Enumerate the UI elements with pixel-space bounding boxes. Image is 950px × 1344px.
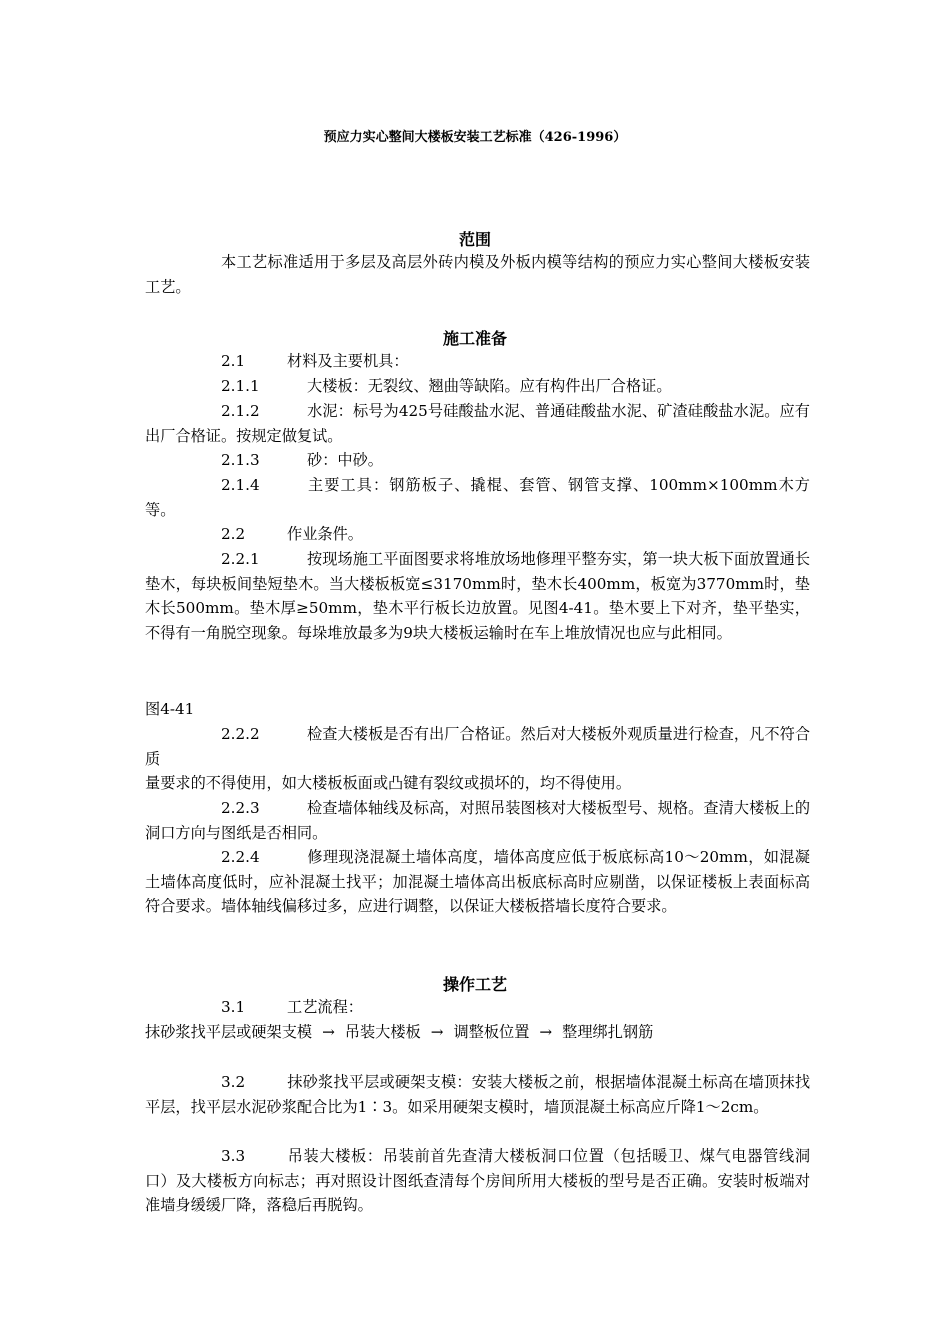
para-2-2-4 bbox=[145, 845, 810, 919]
para-text: 工艺流程： bbox=[287, 998, 363, 1016]
para-text: 水泥：标号为425号硅酸盐水泥、普通硅酸盐水泥、矿渣硅酸盐水泥。应有出厂合格证。按规定做复试。 bbox=[145, 402, 810, 445]
para-number: 3.3 bbox=[221, 1147, 246, 1165]
heading-preparation: 施工准备 bbox=[442, 329, 507, 348]
scope-paragraph: 本工艺标准适用于多层及高层外砖内模及外板内模等结构的预应力实心整间大楼板安装工艺。 bbox=[145, 253, 810, 296]
para-2-1 bbox=[145, 349, 810, 374]
para-number: 3.2 bbox=[221, 1073, 246, 1091]
para-2-2-1 bbox=[145, 547, 810, 645]
para-3-3 bbox=[145, 1144, 810, 1218]
flow-step: 抹砂浆找平层或硬架支模 bbox=[145, 1023, 313, 1041]
para-text: 按现场施工平面图要求将堆放场地修理平整夯实，第一块大板下面放置通长垫木，每块板间垫短垫木。当大楼板板宽≤3170mm时，垫木长400mm，板宽为3770mm时，垫木长500mm。垫木厚≥50mm，垫木平行板长边放置。见图4-41。垫木要上下对齐，垫平垫实，不得有一角脱空现象。每垛堆放最多为9块大楼板运输时在车上堆放情况也应与此相同。 bbox=[145, 550, 810, 642]
para-2-2-3 bbox=[145, 796, 810, 845]
para-2-1-2 bbox=[145, 399, 810, 448]
arrow-right-icon: → bbox=[322, 1023, 335, 1041]
para-2-2 bbox=[145, 522, 810, 547]
process-flow bbox=[145, 1020, 810, 1045]
para-text: 大楼板：无裂纹、翘曲等缺陷。应有构件出厂合格证。 bbox=[307, 377, 672, 395]
para-text: 砂：中砂。 bbox=[307, 451, 383, 469]
para-number: 2.1.3 bbox=[221, 451, 260, 469]
document-title: 预应力实心整间大楼板安装工艺标准（426-1996） bbox=[323, 130, 627, 145]
para-text: 检查墙体轴线及标高，对照吊装图核对大楼板型号、规格。查清大楼板上的洞口方向与图纸是否相同。 bbox=[145, 799, 810, 842]
para-number: 2.1.2 bbox=[221, 402, 260, 420]
para-text: 材料及主要机具： bbox=[287, 352, 409, 370]
heading-operations: 操作工艺 bbox=[442, 975, 507, 994]
para-text: 抹砂浆找平层或硬架支模：安装大楼板之前，根据墙体混凝土标高在墙顶抹找平层，找平层水泥砂浆配合比为1∶3。如采用硬架支模时，墙顶混凝土标高应斤降1～2cm。 bbox=[145, 1073, 810, 1116]
para-number: 2.1 bbox=[221, 352, 246, 370]
para-number: 3.1 bbox=[221, 998, 246, 1016]
para-number: 2.1.4 bbox=[221, 476, 260, 494]
para-2-1-1 bbox=[145, 374, 810, 399]
para-text: 作业条件。 bbox=[287, 525, 363, 543]
para-number: 2.2.4 bbox=[221, 848, 260, 866]
para-2-2-2 bbox=[145, 722, 810, 771]
para-number: 2.1.1 bbox=[221, 377, 260, 395]
para-3-2 bbox=[145, 1070, 810, 1119]
para-number: 2.2.2 bbox=[221, 725, 260, 743]
para-text: 检查大楼板是否有出厂合格证。然后对大楼板外观质量进行检查，凡不符合质 bbox=[145, 725, 810, 768]
para-number: 2.2.1 bbox=[221, 550, 260, 568]
para-text: 修理现浇混凝土墙体高度，墙体高度应低于板底标高10～20mm，如混凝土墙体高度低时，应补混凝土找平；加混凝土墙体高出板底标高时应剔凿，以保证楼板上表面标高符合要求。墙体轴线偏移过多，应进行调整，以保证大楼板搭墙长度符合要求。 bbox=[145, 848, 810, 915]
heading-scope: 范围 bbox=[458, 230, 491, 249]
para-number: 2.2.3 bbox=[221, 799, 260, 817]
para-3-1 bbox=[145, 995, 810, 1020]
para-number: 2.2 bbox=[221, 525, 246, 543]
para-text: 主要工具：钢筋板子、撬棍、套管、钢管支撑、100mm×100mm木方等。 bbox=[145, 476, 810, 519]
arrow-right-icon: → bbox=[430, 1023, 444, 1041]
para-text: 吊装大楼板：吊装前首先查清大楼板洞口位置（包括暖卫、煤气电器管线洞口）及大楼板方向标志；再对照设计图纸查清每个房间所用大楼板的型号是否正确。安装时板端对准墙身缓缓厂降，落稳后再脱钩。 bbox=[145, 1147, 810, 1214]
para-2-1-3 bbox=[145, 448, 810, 473]
flow-step: 调整板位置 bbox=[453, 1023, 530, 1041]
para-2-2-2-continued: 量要求的不得使用，如大楼板板面或凸键有裂纹或损坏的，均不得使用。 bbox=[145, 774, 631, 792]
para-2-1-4 bbox=[145, 473, 810, 522]
flow-step: 整理绑扎钢筋 bbox=[562, 1023, 654, 1041]
arrow-right-icon: → bbox=[539, 1023, 553, 1041]
figure-caption: 图4-41 bbox=[145, 700, 195, 718]
flow-step: 吊装大楼板 bbox=[344, 1023, 421, 1041]
